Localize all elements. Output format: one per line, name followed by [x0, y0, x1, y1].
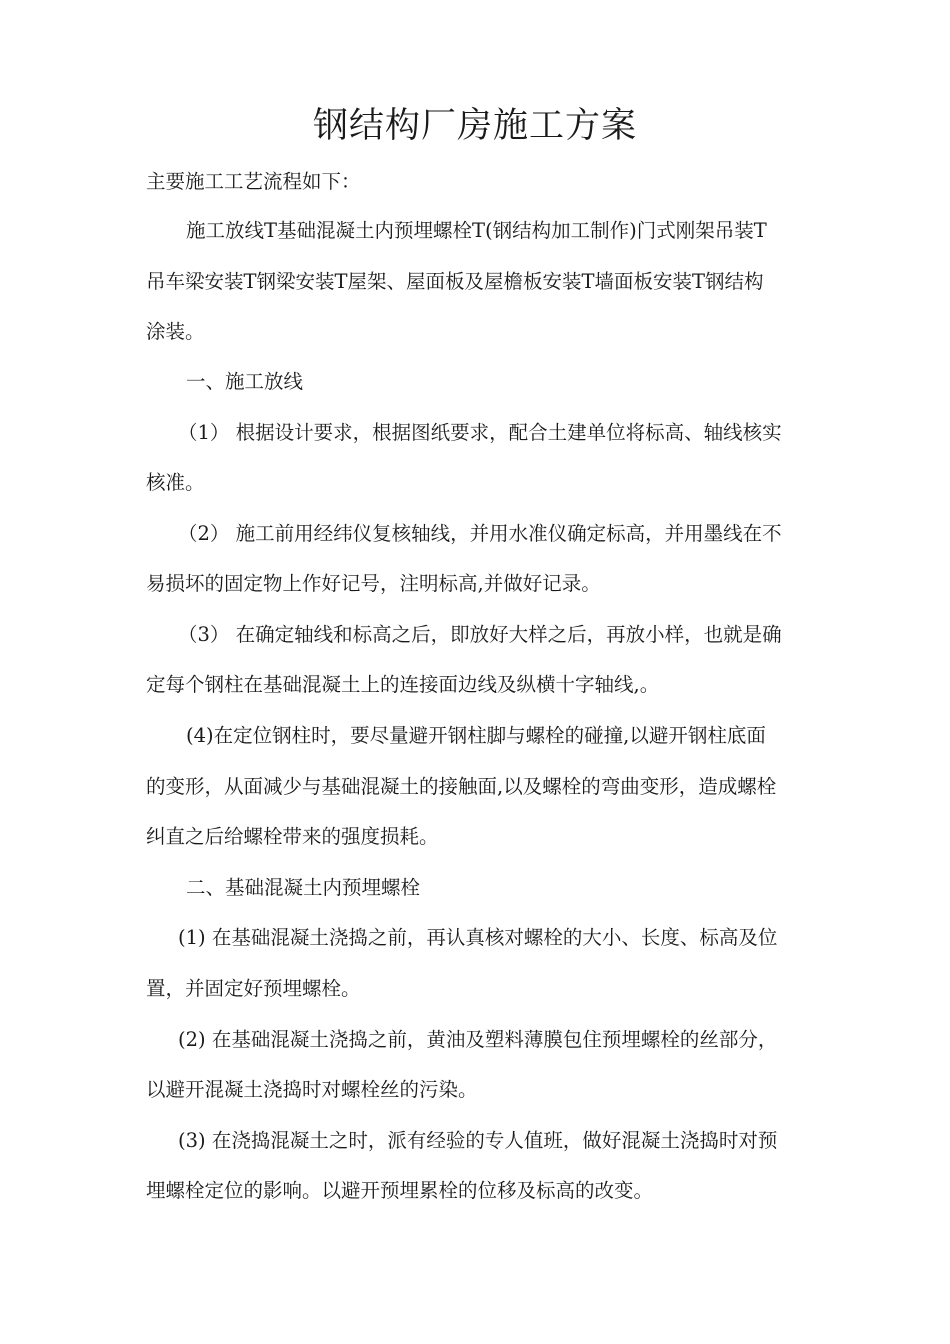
section-1-item-1-line-1: （1） 根据设计要求，根据图纸要求，配合土建单位将标高、轴线核实: [178, 421, 782, 444]
section-1-item-4-line-1: (4)在定位钢柱时，要尽量避开钢柱脚与螺栓的碰撞,以避开钢柱底面: [186, 724, 766, 747]
section-2-item-2-line-1: (2) 在基础混凝土浇捣之前，黄油及塑料薄膜包住预埋螺栓的丝部分，: [178, 1028, 778, 1051]
process-flow-line-1: 施工放线T基础混凝土内预埋螺栓T(钢结构加工制作)门式刚架吊装T: [186, 219, 767, 242]
section-2-item-1-line-2: 置，并固定好预埋螺栓。: [146, 977, 361, 1000]
section-2-item-2-line-2: 以避开混凝土浇捣时对螺栓丝的污染。: [146, 1078, 478, 1101]
section-1-item-3-line-2: 定每个钢柱在基础混凝土上的连接面边线及纵横十字轴线,。: [146, 673, 660, 696]
section-1-item-4-line-2: 的变形，从面减少与基础混凝土的接触面,以及螺栓的弯曲变形，造成螺栓: [146, 775, 777, 798]
section-1-item-4-line-3: 纠直之后给螺栓带来的强度损耗。: [146, 825, 439, 848]
document-title: 钢结构厂房施工方案: [312, 106, 637, 146]
process-flow-line-2: 吊车梁安装T钢梁安装T屋架、屋面板及屋檐板安装T墙面板安装T钢结构: [146, 270, 764, 293]
intro-line: 主要施工工艺流程如下：: [146, 170, 361, 193]
section-heading-1: 一、施工放线: [186, 370, 304, 393]
section-heading-2: 二、基础混凝土内预埋螺栓: [186, 876, 421, 899]
process-flow-line-3: 涂装。: [146, 320, 205, 343]
section-2-item-1-line-1: (1) 在基础混凝土浇捣之前，再认真核对螺栓的大小、长度、标高及位: [178, 926, 778, 949]
section-1-item-2-line-1: （2） 施工前用经纬仪复核轴线，并用水准仪确定标高，并用墨线在不: [178, 522, 782, 545]
section-2-item-3-line-1: (3) 在浇捣混凝土之时，派有经验的专人值班，做好混凝土浇捣时对预: [178, 1129, 778, 1152]
section-2-item-3-line-2: 埋螺栓定位的影响。以避开预埋累栓的位移及标高的改变。: [146, 1179, 654, 1202]
section-1-item-3-line-1: （3） 在确定轴线和标高之后，即放好大样之后，再放小样，也就是确: [178, 623, 782, 646]
section-1-item-1-line-2: 核准。: [146, 471, 205, 494]
section-1-item-2-line-2: 易损坏的固定物上作好记号，注明标高,并做好记录。: [146, 572, 601, 595]
